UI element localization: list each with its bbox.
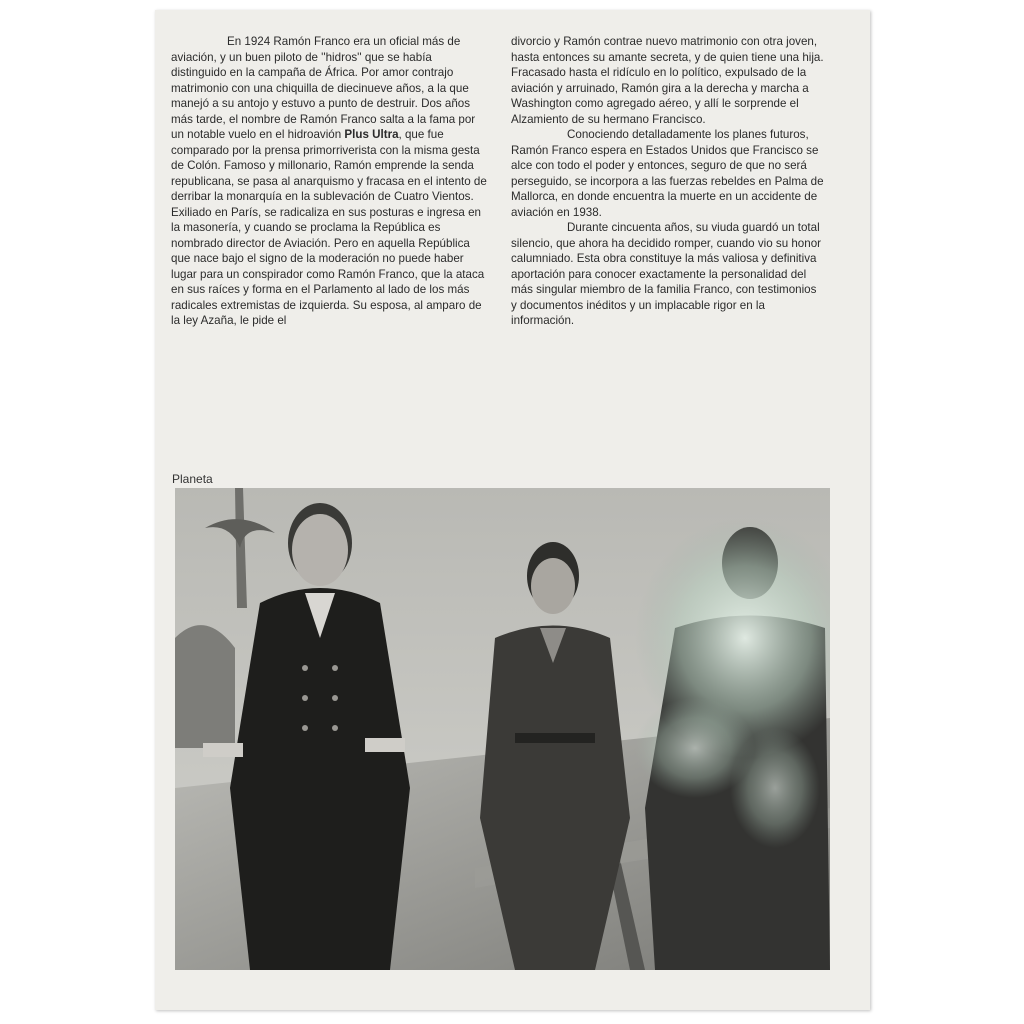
synopsis-paragraph-3: Conociendo detalladamente los planes futuros, Ramón Franco espera en Estados Unidos que Francisco se alce con todo el poder y entonces, seguro de que no será perseguido, se incorpora a las fuerzas rebeldes en Palma de Mallorca, en donde encuentra la muerte en un accidente de aviación en 1938. [511, 128, 824, 219]
synopsis-paragraph-1 [171, 34, 487, 329]
synopsis-left-column [171, 34, 487, 329]
photo-illustration [175, 488, 830, 970]
synopsis-paragraph-2: divorcio y Ramón contrae nuevo matrimonio con otra joven, hasta entonces su amante secreta, y de quien tiene una hija. Fracasado hasta el ridículo en lo político, expulsado de la aviación y arruinado, Ramón gira a la derecha y marcha a Washington como agregado aéreo, y allí le sorprende el Alzamiento de su hermano Francisco. [511, 35, 824, 126]
synopsis-paragraph-4: Durante cincuenta años, su viuda guardó un total silencio, que ahora ha decidido romper, cuando vio su honor calumniado. Esta obra constituye la más valiosa y definitiva aportación para conocer exactamente la personalidad del más singular miembro de la familia Franco, con testimonios y documentos inéditos y un implacable rigor en la información. [511, 221, 822, 327]
synopsis-text: En 1924 Ramón Franco era un oficial más de aviación, y un buen piloto de ''hidros'' que se había distinguido en la campaña de África. Por amor contrajo matrimonio con una chiquilla de diecinueve años, a la que manejó a su antojo y estuvo a punto de destruir. Dos años más tarde, el nombre de Ramón Franco salta a la fama por un notable vuelo en el hidroavión [171, 35, 476, 141]
publisher-name: Planeta [172, 472, 213, 486]
aircraft-name: Plus Ultra [344, 128, 399, 141]
book-back-cover [155, 10, 870, 1010]
cover-photograph [175, 488, 830, 970]
synopsis-right-column [511, 34, 825, 329]
synopsis-text: , que fue comparado por la prensa primorriverista con la misma gesta de Colón. Famoso y millonario, Ramón emprende la senda republicana, se pasa al anarquismo y fracasa en el intento de derribar la monarquía en la sublevación de Cuatro Vientos. Exiliado en París, se radicaliza en sus posturas e ingresa en la masonería, y cuando se proclama la República es nombrado director de Aviación. Pero en aquella República que nace bajo el signo de la moderación no puede haber lugar para un conspirador como Ramón Franco, que la ataca en sus raíces y forma en el Parlamento al lado de los más radicales extremistas de izquierda. Su esposa, al amparo de la ley Azaña, le pide el [171, 128, 487, 327]
